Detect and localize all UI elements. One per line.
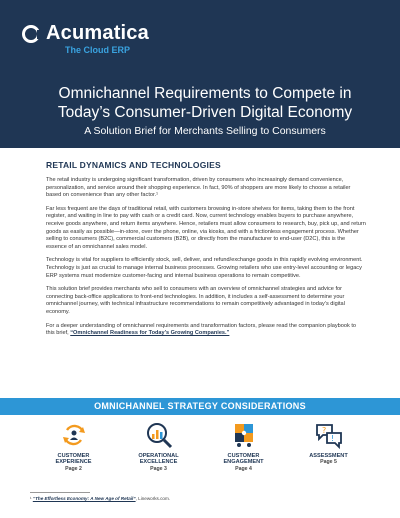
- magnifier-chart-icon: [144, 420, 174, 450]
- strategy-item-assessment[interactable]: [291, 420, 366, 478]
- strategy-item-label: [138, 453, 178, 466]
- brand-name: Acumatica: [46, 22, 149, 44]
- label-line-2: EXCELLENCE: [139, 459, 178, 466]
- puzzle-people-icon: [229, 420, 259, 450]
- chat-bubbles-icon: [314, 420, 344, 450]
- strategy-item-page: Page 4: [235, 465, 252, 472]
- footnote-marker: ¹: [30, 496, 32, 501]
- footnote-link[interactable]: “The Effortless Economy: A New Age of Retail”: [32, 496, 136, 501]
- label-line-1: CUSTOMER: [57, 453, 90, 459]
- refresh-cycle-icon: [59, 420, 89, 450]
- paragraph: The retail industry is undergoing significant transformation, driven by consumers who increasingly demand convenience, personalization, and service around their shopping experience. In fact, 90% of shoppers are more likely to choose a retailer based on convenience than any other factor.¹: [46, 177, 351, 199]
- strategy-item-page: Page 2: [65, 465, 82, 472]
- strategy-item-customer-experience[interactable]: [36, 420, 111, 478]
- label-line-1: OPERATIONAL: [138, 453, 179, 459]
- strategy-banner: [30, 398, 370, 415]
- acumatica-logo-icon: [22, 25, 40, 43]
- title-line-1: Omnichannel Requirements to Compete in: [58, 85, 352, 102]
- strategy-item-label: [223, 453, 263, 466]
- label-line-1: CUSTOMER: [227, 453, 260, 459]
- section-heading: RETAIL DYNAMICS AND TECHNOLOGIES: [46, 160, 221, 170]
- strategy-title: OMNICHANNEL STRATEGY CONSIDERATIONS: [94, 401, 306, 411]
- strategy-item-customer-engagement[interactable]: [206, 420, 281, 478]
- main-content: [46, 160, 366, 344]
- label-line-2: EXPERIENCE: [55, 459, 92, 466]
- footnote-source: , Lineworks.com.: [135, 496, 171, 501]
- header-band: [0, 0, 400, 148]
- brand-logo[interactable]: [22, 22, 149, 45]
- paragraph: Far less frequent are the days of traditional retail, with customers browsing in-store shelves for items, taking them to the front register, and waiting in line to pay with cash or a credit card. Now, current technology enables buyers to purchase anywhere, receive goods anywhere, and return items anywhere. Hence, retailers must allow consumers to research, buy, pick up, and return goods as easily as possible—in-store, over the phone, online, via kiosks, and with a frictionless engagement process. Whether selling to consumers (B2C), commercial customers (B2B), or directly from the manufacturer to end-user (D2C), this is the essence of an omnichannel sales model.: [46, 205, 366, 250]
- footnote: [30, 496, 170, 501]
- strategy-item-label: [55, 453, 91, 466]
- strategy-item-page: Page 3: [150, 465, 167, 472]
- svg-text:!: !: [330, 434, 334, 443]
- paragraph: This solution brief provides merchants who sell to consumers with an overview of omnichannel strategies and advice for connecting back-office applications to front-end technologies. In addition, it includes a self-assessment to determine your omnichannel journey, with technical infrastructure recommendations to remain competitively advantaged in today’s digital economy.: [46, 286, 345, 315]
- page-subtitle: A Solution Brief for Merchants Selling to Consumers: [84, 125, 326, 137]
- strategy-item-operational-excellence[interactable]: [121, 420, 196, 478]
- label-line-2: ENGAGEMENT: [223, 459, 264, 466]
- page-title: [30, 84, 380, 122]
- footnote-divider: [30, 492, 90, 493]
- svg-text:?: ?: [321, 426, 326, 435]
- strategy-items: [36, 420, 366, 478]
- title-line-2: Today’s Consumer-Driven Digital Economy: [57, 104, 353, 121]
- paragraph: Technology is vital for suppliers to efficiently stock, sell, deliver, and refund/exchange goods in this rapidly evolving environment. Technology is just as crucial to manage internal business processes. Growing retailers who use entry-level accounting or legacy ERP systems must modernize customer-facing and internal business operations to remain competitive.: [46, 257, 363, 279]
- paragraph-text: For a deeper understanding of omnichannel requirements and transformation factors, please read the companion playbook to this brief,: [46, 322, 357, 337]
- paragraph-with-link: [46, 323, 366, 338]
- strategy-item-page: Page 5: [320, 459, 337, 466]
- label-line-1: ASSESSMENT: [309, 453, 348, 459]
- playbook-link[interactable]: “Omnichannel Readiness for Today’s Growing Companies.”: [70, 330, 230, 337]
- brand-tagline: The Cloud ERP: [65, 45, 130, 55]
